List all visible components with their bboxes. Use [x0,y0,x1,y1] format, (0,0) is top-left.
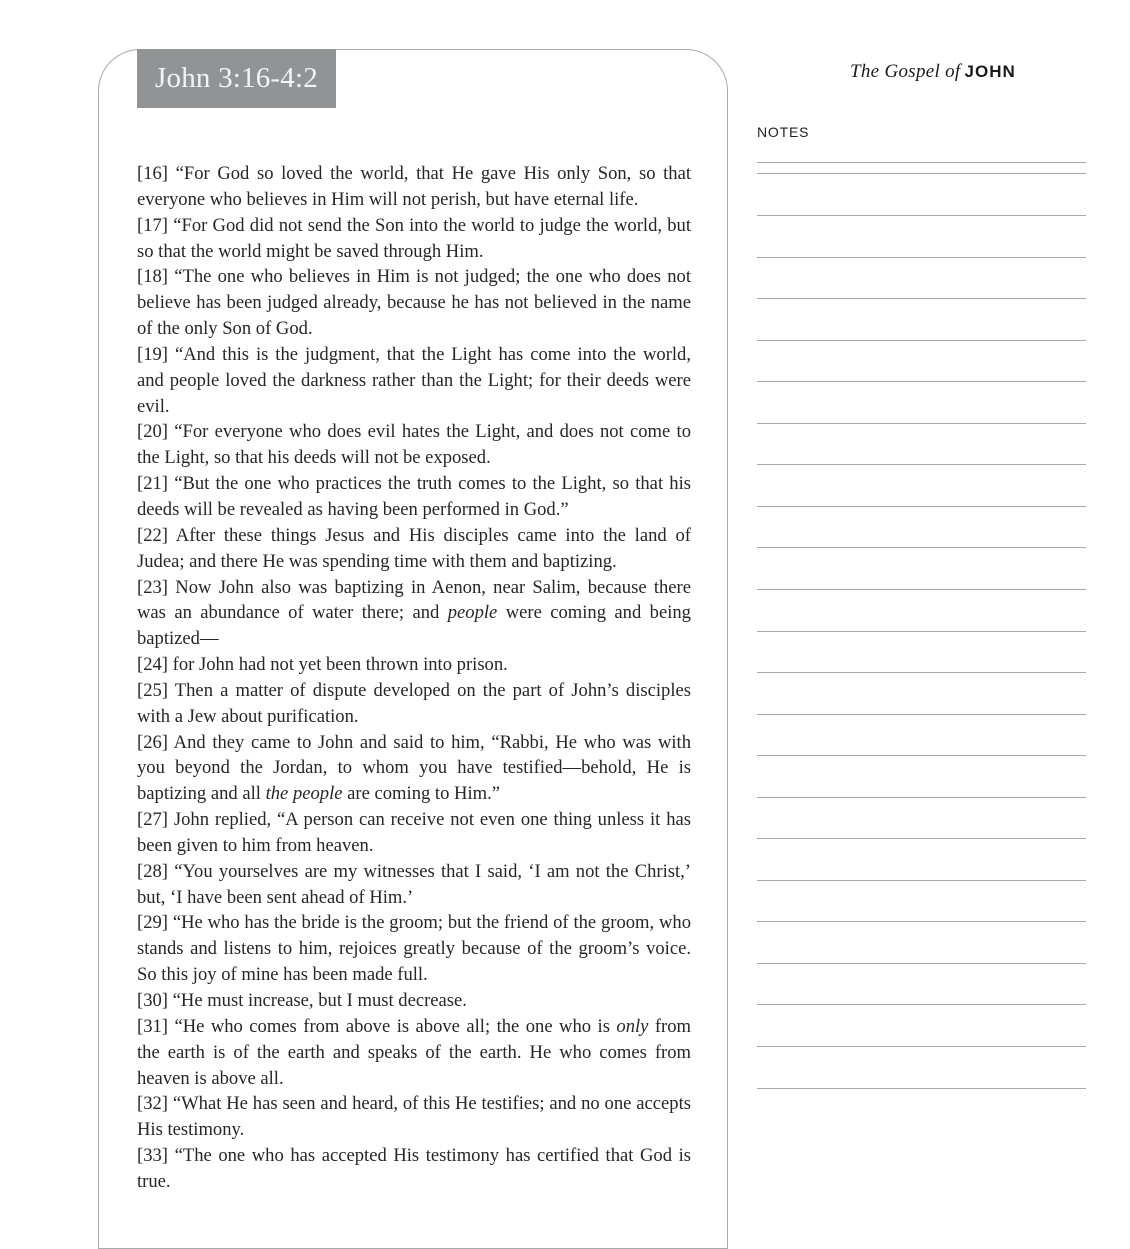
verse-italic: the people [265,783,343,805]
verse-content: “For everyone who does evil hates the Light, and does not come to the Light, so that his deeds will not be exposed. [137,421,691,469]
verse-number: [31] [137,1015,168,1037]
verse-17 [137,213,691,265]
verse-number: [30] [137,990,168,1011]
verse-number: [26] [137,731,168,753]
verse-number: [33] [137,1145,168,1167]
note-line [757,714,1086,715]
verse-number: [32] [137,1093,168,1115]
verse-33 [137,1143,691,1195]
verse-16 [137,161,691,213]
verse-content: “He must increase, but I must decrease. [172,990,467,1011]
verse-24 [137,652,691,678]
verse-italic: people [447,602,498,624]
note-line [757,215,1086,216]
verse-content: for John had not yet been thrown into prison. [172,654,508,676]
verse-number: [18] [137,266,168,288]
verse-content: “He who has the bride is the groom; but the friend of the groom, who stands and listens to him, rejoices greatly because of the groom’s voice. So this joy of mine has been made full. [137,912,692,986]
verse-number: [23] [137,576,168,598]
note-line [757,423,1086,424]
book-header [850,60,1016,83]
verse-number: [19] [137,343,168,365]
note-line [757,547,1086,548]
note-line [757,1004,1086,1005]
verse-number: [28] [137,860,168,882]
verse-32 [137,1091,691,1143]
verse-number: [29] [137,912,168,934]
note-line [757,340,1086,341]
verse-25 [137,678,691,730]
note-line [757,921,1086,922]
verse-content: “He who comes from above is above all; the one who is [174,1015,617,1037]
verse-content: John replied, “A person can receive not even one thing unless it has been given to him from heaven. [137,809,692,856]
verse-content: “For God did not send the Son into the world to judge the world, but so that the world might be saved through Him. [137,214,691,262]
note-line [757,298,1086,299]
verse-content: were coming and being baptized— [137,602,691,650]
verse-content: “For God so loved the world, that He gave His only Son, so that everyone who believes in Him will not perish, but have eternal life. [137,163,691,210]
verse-content: And they came to John and said to him, “Rabbi, He who was with you beyond the Jordan, to whom you have testified—behold, He is baptizing and all [137,731,692,805]
verse-content: “And this is the judgment, that the Light has come into the world, and people loved the darkness rather than the Light; for their deeds were evil. [137,343,691,417]
note-line [757,797,1086,798]
verse-22 [137,523,691,575]
verse-content: from the earth is of the earth and speaks of the earth. He who comes from heaven is above all. [137,1015,692,1089]
verse-content: “The one who believes in Him is not judged; the one who does not believe has been judged already, because he has not believed in the name of the only Son of God. [137,266,691,340]
verse-number: [20] [137,421,168,443]
verse-number: [17] [137,214,168,236]
verse-content: “What He has seen and heard, of this He testifies; and no one accepts His testimony. [137,1093,691,1141]
verse-content: “The one who has accepted His testimony has certified that God is true. [137,1145,692,1192]
note-line [757,755,1086,756]
note-line [757,672,1086,673]
verse-29 [137,910,691,988]
verse-31 [137,1014,691,1092]
book-name: JOHN [964,62,1016,81]
verse-30 [137,988,691,1014]
verse-20 [137,419,691,471]
book-prefix: The Gospel of [850,61,961,82]
verse-23 [137,575,691,653]
verse-content: are coming to Him.” [342,783,500,805]
verse-content: “But the one who practices the truth comes to the Light, so that his deeds will be revealed as having been performed in God.” [137,473,691,520]
verse-27 [137,807,691,859]
note-line [757,464,1086,465]
note-line [757,506,1086,507]
verse-body [137,161,691,1195]
verse-number: [21] [137,473,168,495]
verse-26 [137,730,691,808]
passage-reference-tab [137,49,336,108]
notes-label: NOTES [757,124,810,140]
note-line [757,381,1086,382]
verse-18 [137,264,691,342]
note-line [757,963,1086,964]
verse-number: [22] [137,524,168,546]
verse-content: “You yourselves are my witnesses that I said, ‘I am not the Christ,’ but, ‘I have been sent ahead of Him.’ [137,860,691,908]
note-line [757,1046,1086,1047]
passage-reference: John 3:16-4:2 [155,62,318,94]
verse-number: [27] [137,809,168,831]
verse-number: [25] [137,679,168,701]
note-line [757,257,1086,258]
note-line [757,162,1086,163]
verse-28 [137,859,691,911]
note-line [757,173,1086,174]
note-line [757,880,1086,881]
verse-number: [16] [137,163,168,184]
note-line [757,1088,1086,1089]
verse-content: Then a matter of dispute developed on the part of John’s disciples with a Jew about purification. [137,679,692,727]
note-line [757,631,1086,632]
verse-content: After these things Jesus and His disciples came into the land of Judea; and there He was spending time with them and baptizing. [137,524,691,572]
verse-number: [24] [137,654,168,676]
verse-italic: only [616,1015,649,1037]
verse-19 [137,342,691,420]
note-line [757,589,1086,590]
verse-21 [137,471,691,523]
note-line [757,838,1086,839]
verse-content: Now John also was baptizing in Aenon, near Salim, because there was an abundance of water there; and [137,576,691,624]
